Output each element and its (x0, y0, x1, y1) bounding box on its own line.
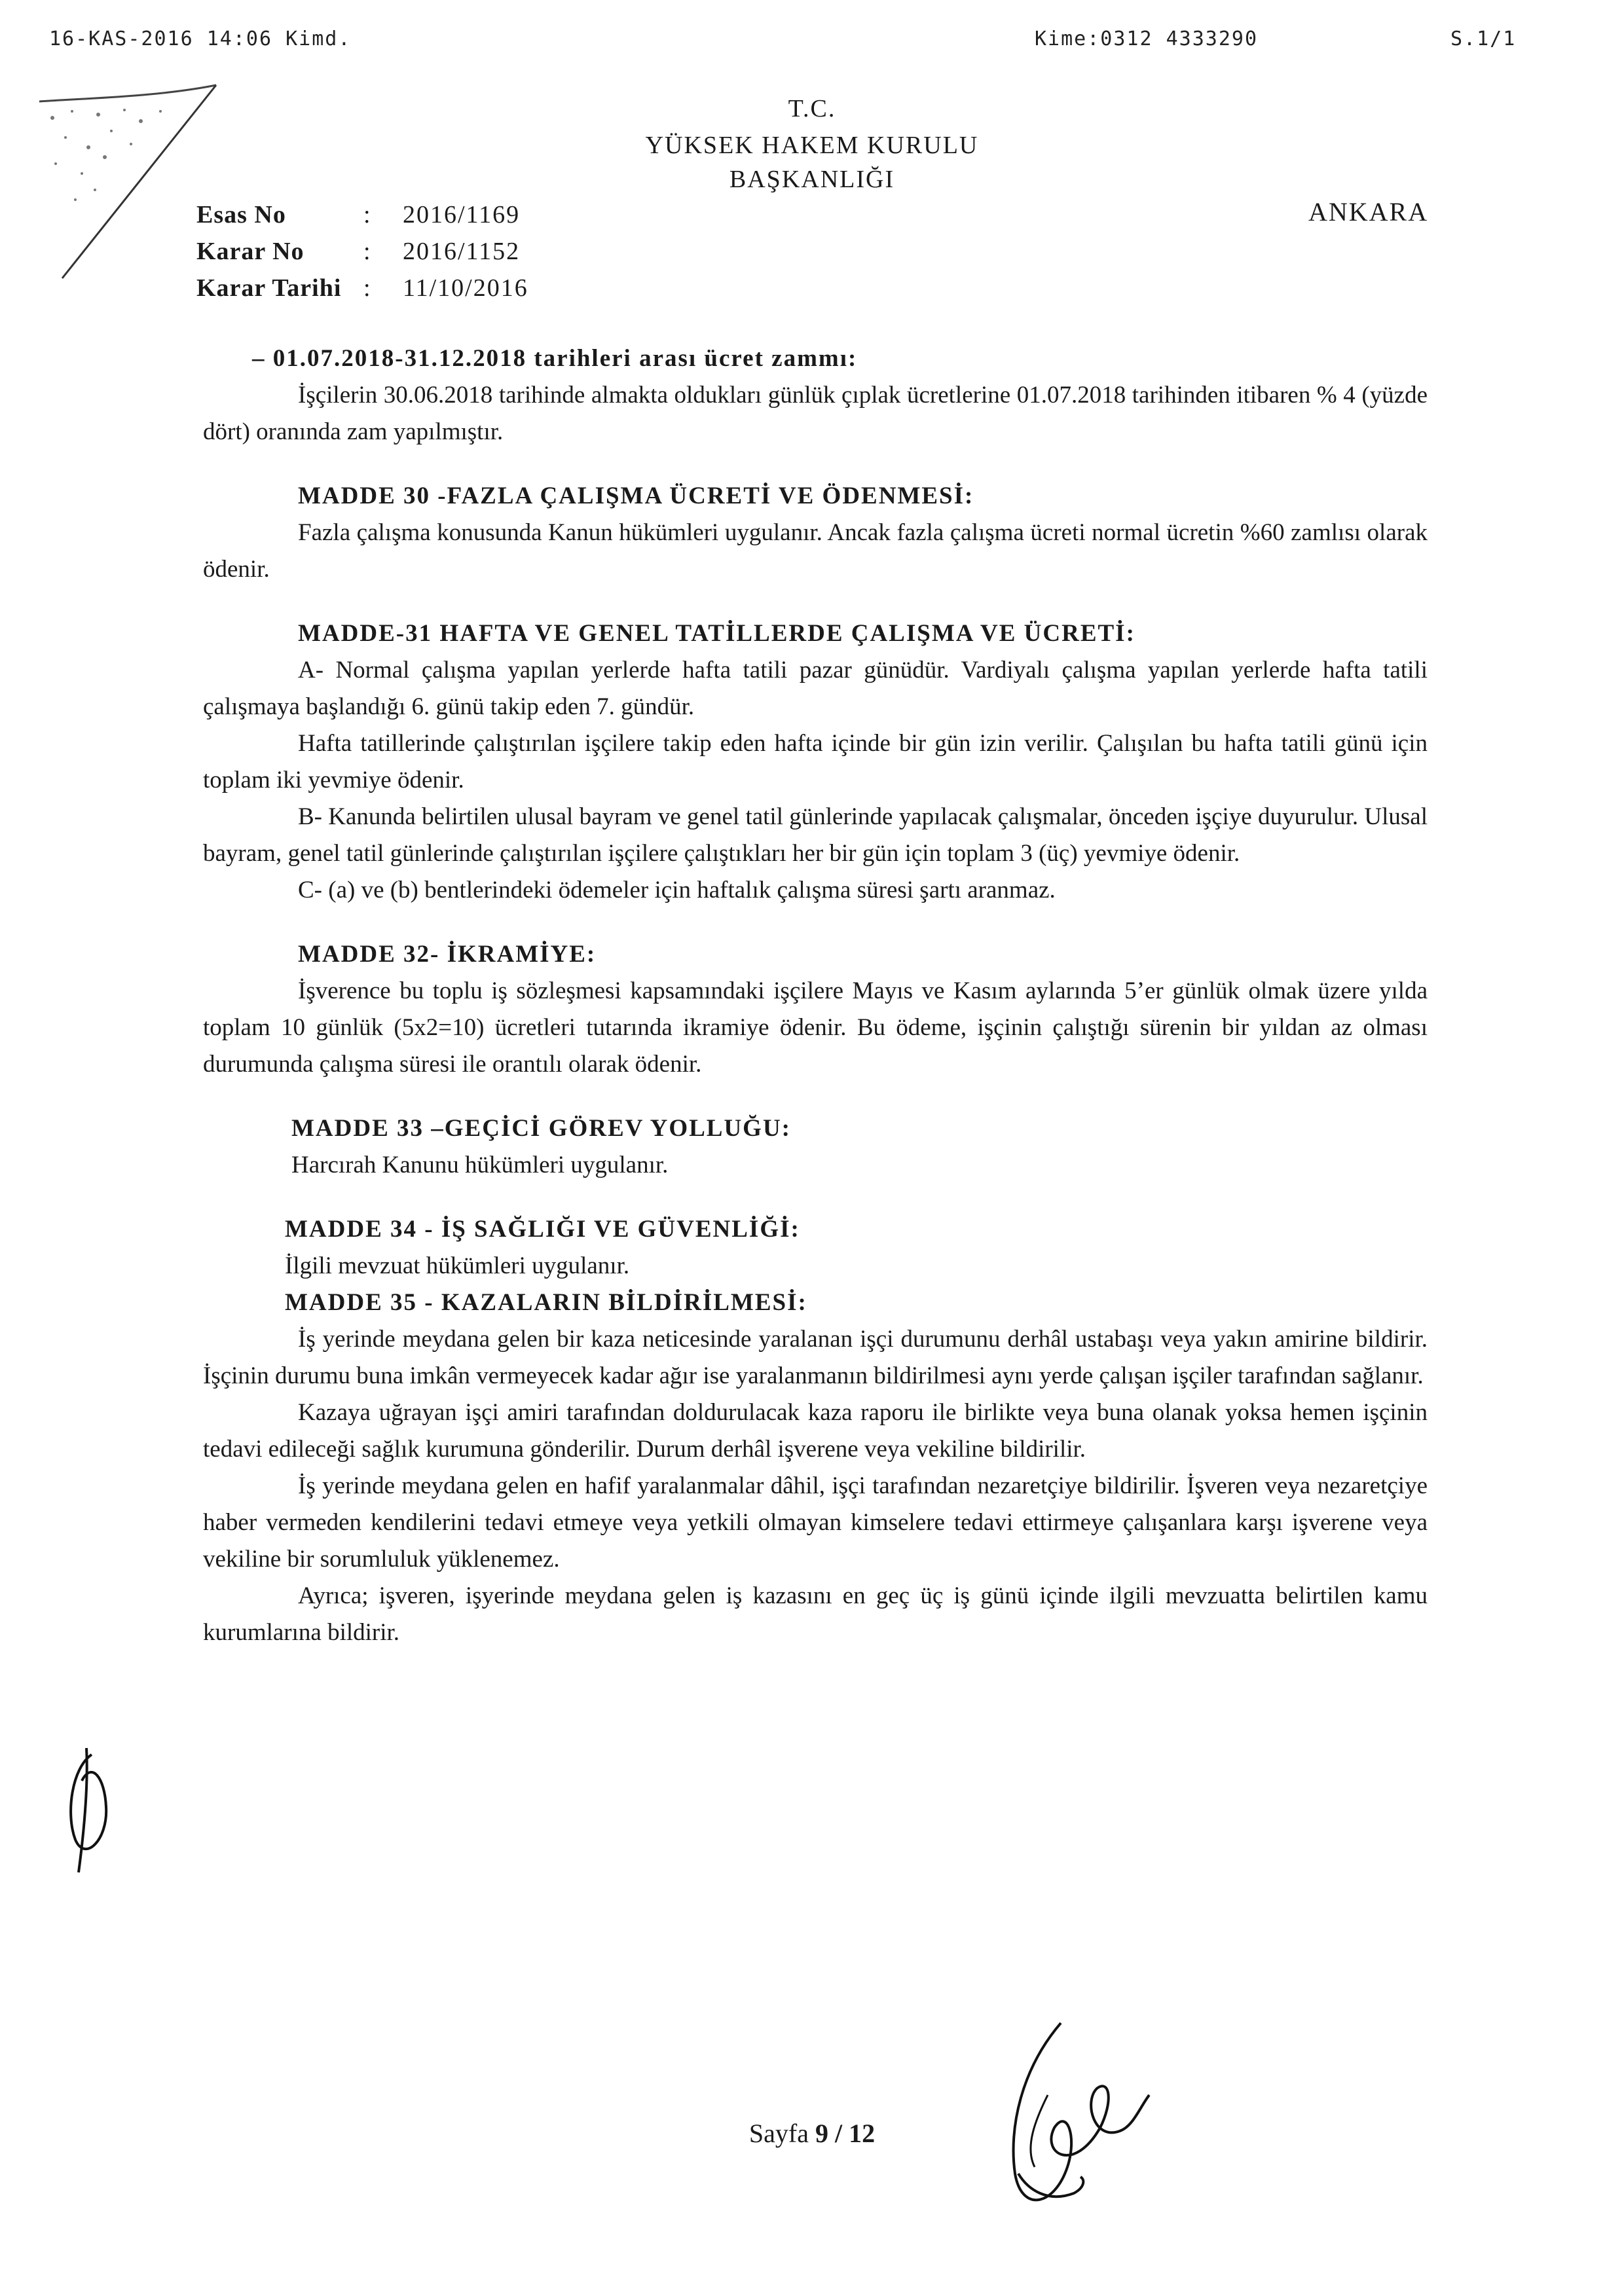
tarih-row (196, 270, 528, 306)
esas-value: 2016/1169 (403, 201, 521, 228)
madde-33-text: Harcırah Kanunu hükümleri uygulanır. (291, 1152, 669, 1178)
fax-datetime: 16-KAS-2016 14:06 Kimd. (49, 27, 352, 50)
margin-initial (52, 1741, 124, 1879)
madde-34-heading: MADDE 34 - İŞ SAĞLIĞI VE GÜVENLİĞİ: (285, 1216, 800, 1243)
karar-separator: : (363, 238, 371, 265)
fax-recipient: Kime:0312 4333290 (1035, 27, 1259, 50)
esas-row (196, 196, 528, 233)
madde-31-c: C- (a) ve (b) bentlerindeki ödemeler için haftalık çalışma süresi şartı aranmaz. (298, 877, 1056, 903)
karar-value: 2016/1152 (403, 238, 521, 265)
esas-label: Esas No (196, 201, 286, 228)
heading-baskanlik: BAŞKANLIĞI (729, 166, 895, 193)
madde-34-text: İlgili mevzuat hükümleri uygulanır. (285, 1252, 630, 1279)
madde-30-heading: MADDE 30 -FAZLA ÇALIŞMA ÜCRETİ VE ÖDENMESİ: (298, 483, 974, 509)
case-metadata (196, 196, 528, 306)
page-footer (0, 2118, 1624, 2149)
madde-31-b: B- Kanunda belirtilen ulusal bayram ve genel tatil günlerinde yapılacak çalışmalar, önceden işçiye duyurulur. Ulusal bayram, genel tatil günlerinde çalıştırılan işçilere çalıştıkları her bir gün için toplam 3 (üç) yevmiye ödenir. (203, 803, 1428, 867)
document-body (203, 340, 1428, 1651)
wage-increase-heading: – 01.07.2018-31.12.2018 tarihleri arası ücret zammı: (252, 345, 858, 372)
fax-page: S.1/1 (1450, 27, 1517, 50)
page-label: Sayfa (748, 2119, 815, 2148)
karar-row (196, 233, 528, 270)
madde-31-heading: MADDE-31 HAFTA VE GENEL TATİLLERDE ÇALIŞMA VE ÜCRETİ: (298, 620, 1135, 647)
karar-label: Karar No (196, 238, 304, 265)
wage-increase-text: İşçilerin 30.06.2018 tarihinde almakta oldukları günlük çıplak ücretlerine 01.07.2018 tarihinden itibaren % 4 (yüzde dört) oranında zam yapılmıştır. (203, 382, 1428, 445)
madde-32-heading: MADDE 32- İKRAMİYE: (298, 941, 597, 968)
tarih-label: Karar Tarihi (196, 274, 342, 302)
madde-35-p4: Ayrıca; işveren, işyerinde meydana gelen iş kazasını en geç üç iş günü içinde ilgili mevzuatta belirtilen kamu kurumlarına bildirir. (203, 1582, 1428, 1646)
madde-32-text: İşverence bu toplu iş sözleşmesi kapsamındaki işçilere Mayıs ve Kasım aylarında 5’er günlük olmak üzere yılda toplam 10 günlük (5x2=10) ücretleri tutarında ikramiye ödenir. Bu ödeme, işçinin çalıştığı sürenin bir yıldan az olması durumunda çalışma süresi ile orantılı olarak ödenir. (203, 977, 1428, 1078)
madde-33-heading: MADDE 33 –GEÇİCİ GÖREV YOLLUĞU: (291, 1115, 791, 1142)
madde-35-p2: Kazaya uğrayan işçi amiri tarafından doldurulacak kaza raporu ile birlikte veya buna olanak yoksa hemen işçinin tedavi edileceği sağlık kurumuna gönderilir. Durum derhâl işverene veya vekiline bildirilir. (203, 1399, 1428, 1463)
tarih-separator: : (363, 274, 371, 302)
madde-31-a2: Hafta tatillerinde çalıştırılan işçilere takip eden hafta içinde bir gün izin verilir. Çalışılan bu hafta tatili günü için toplam iki yevmiye ödenir. (203, 730, 1428, 793)
madde-35-p1: İş yerinde meydana gelen bir kaza neticesinde yaralanan işçi durumunu derhâl ustabaşı veya yakın amirine bildirir. İşçinin durumu buna imkân vermeyecek kadar ağır ise yaralanmanın bildirilmesi aynı yerde çalışan işçiler tarafından sağlanır. (203, 1326, 1428, 1389)
heading-kurul: YÜKSEK HAKEM KURULU (645, 132, 979, 159)
page-number: 9 / 12 (815, 2119, 876, 2148)
esas-separator: : (363, 201, 371, 228)
madde-30-text: Fazla çalışma konusunda Kanun hükümleri uygulanır. Ancak fazla çalışma ücreti normal ücretin %60 zamlısı olarak ödenir. (203, 519, 1428, 583)
madde-31-a: A- Normal çalışma yapılan yerlerde hafta tatili pazar günüdür. Vardiyalı çalışma yapılan yerlerde hafta tatili çalışmaya başlandığı 6. günü takip eden 7. gündür. (203, 657, 1428, 720)
madde-35-p3: İş yerinde meydana gelen en hafif yaralanmalar dâhil, işçi tarafından nezaretçiye bildirilir. İşveren veya nezaretçiye haber vermeden kendilerini tedavi etmeye veya yetkili olmayan kimselere tedavi ettirmeye çalışanlara karşı işverene veya vekiline bir sorumluluk yüklenemez. (203, 1472, 1428, 1573)
tarih-value: 11/10/2016 (403, 274, 528, 302)
heading-tc: T.C. (788, 95, 836, 122)
madde-35-heading: MADDE 35 - KAZALARIN BİLDİRİLMESİ: (285, 1289, 807, 1316)
city-label: ANKARA (1308, 197, 1429, 227)
